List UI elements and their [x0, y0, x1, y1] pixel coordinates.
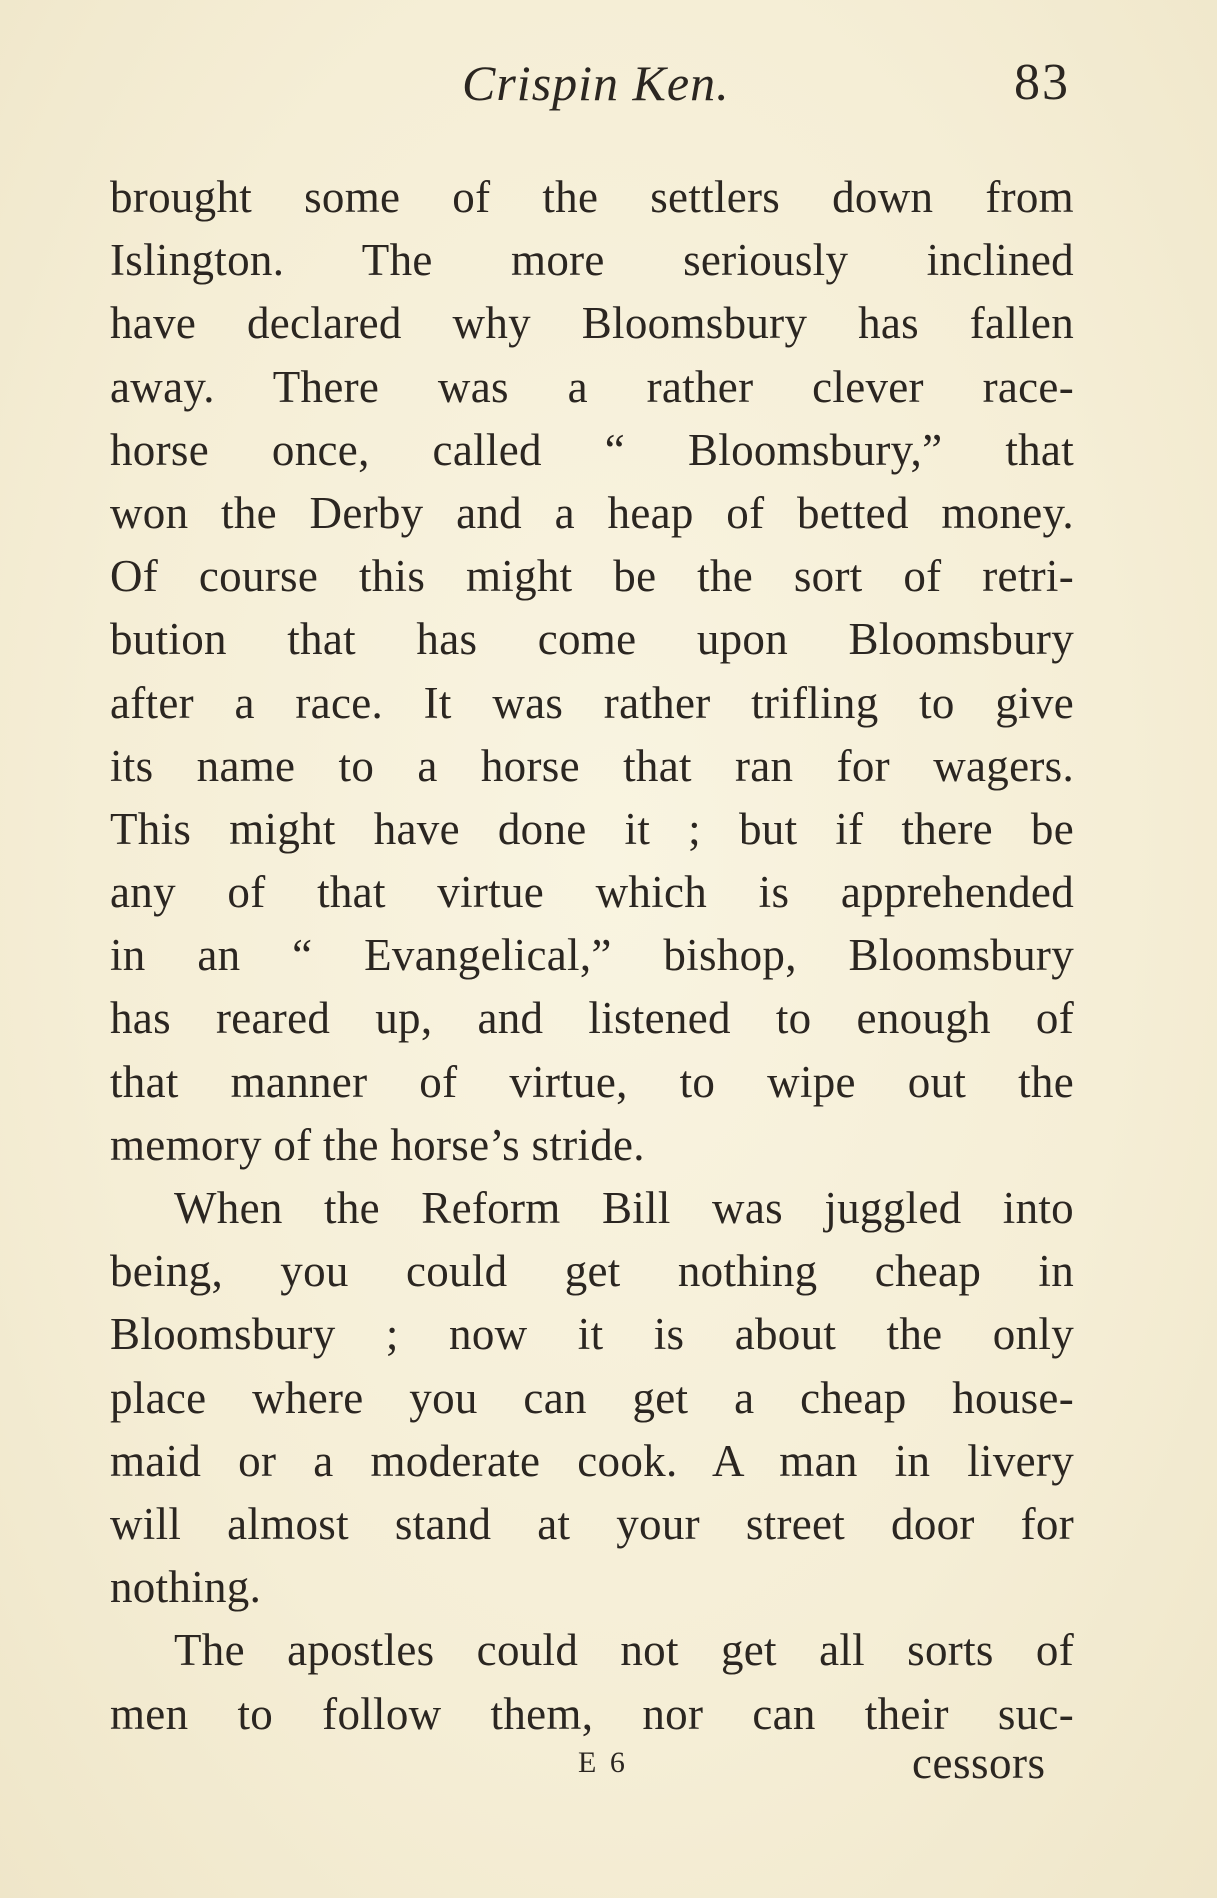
text-line: bution that has come upon Bloomsbury	[110, 614, 1074, 665]
text-line: This might have done it ; but if there be	[110, 803, 1074, 854]
paragraph-start-line: The apostles could not get all sorts of	[174, 1625, 1074, 1676]
running-title: Crispin Ken.	[462, 55, 730, 111]
text-line: any of that virtue which is apprehended	[110, 867, 1074, 918]
text-line: men to follow them, nor can their suc-	[110, 1688, 1074, 1739]
text-line: Islington. The more seriously inclined	[110, 235, 1074, 286]
text-line: place where you can get a cheap house-	[110, 1372, 1074, 1423]
text-line: won the Derby and a heap of betted money.	[110, 487, 1074, 538]
text-line: nothing.	[110, 1562, 262, 1613]
catchword: cessors	[912, 1738, 1046, 1788]
text-line: away. There was a rather clever race-	[110, 361, 1074, 412]
text-line: brought some of the settlers down from	[110, 172, 1074, 222]
text-line: maid or a moderate cook. A man in livery	[110, 1435, 1074, 1486]
paragraph-start-line: When the Reform Bill was juggled into	[174, 1183, 1074, 1233]
text-line: that manner of virtue, to wipe out the	[110, 1056, 1074, 1107]
text-line: has reared up, and listened to enough of	[110, 993, 1074, 1044]
text-line: Bloomsbury ; now it is about the only	[110, 1309, 1074, 1360]
body-text	[110, 166, 1074, 1746]
text-line: will almost stand at your street door for	[110, 1498, 1074, 1549]
signature-mark: E 6	[578, 1746, 628, 1779]
text-line: in an “ Evangelical,” bishop, Bloomsbury	[110, 930, 1074, 981]
text-line: have declared why Bloomsbury has fallen	[110, 298, 1074, 349]
text-line: memory of the horse’s stride.	[110, 1119, 645, 1170]
text-line: after a race. It was rather trifling to give	[110, 677, 1074, 728]
text-line: Of course this might be the sort of retri-	[110, 551, 1074, 602]
text-line: its name to a horse that ran for wagers.	[110, 740, 1074, 791]
page-number: 83	[1014, 54, 1070, 111]
text-line: horse once, called “ Bloomsbury,” that	[110, 424, 1074, 475]
text-line: being, you could get nothing cheap in	[110, 1246, 1074, 1297]
